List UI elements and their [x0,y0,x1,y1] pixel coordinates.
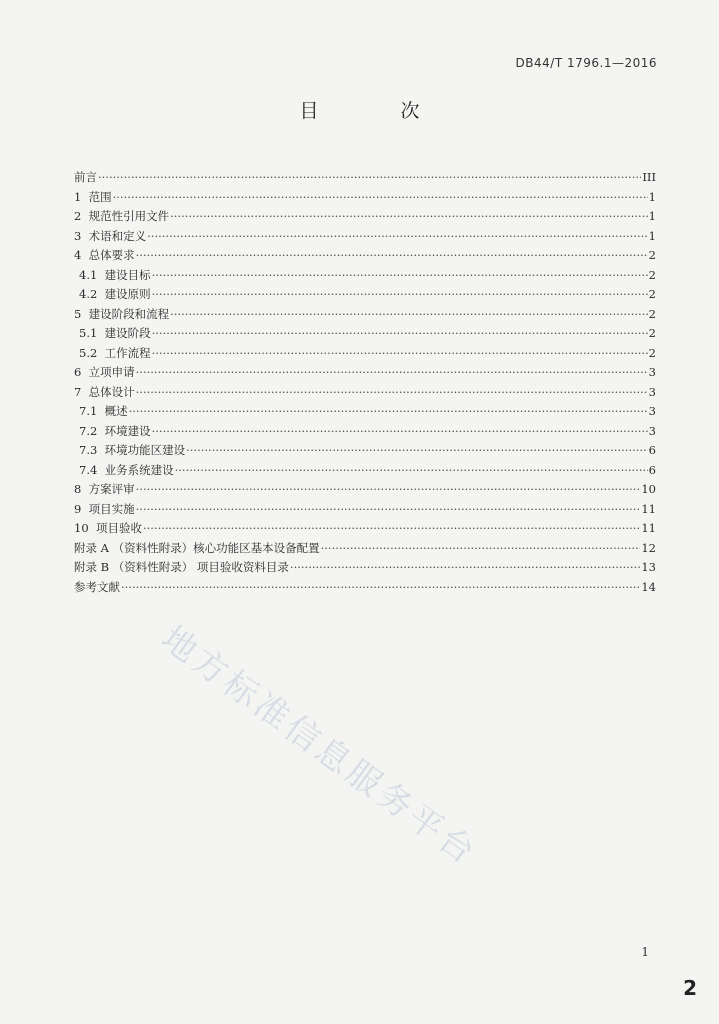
toc-entry-label: 附录 A （资料性附录）核心功能区基本设备配置 [74,540,320,555]
toc-leader-dots [290,558,640,578]
toc-entry-page: 3 [648,365,656,379]
toc-entry-page: 2 [648,345,656,360]
toc-entry-label: 2 规范性引用文件 [74,209,170,223]
toc-entry-page: 10 [641,482,656,496]
toc-entry[interactable] [74,168,656,188]
table-of-contents [74,168,656,597]
toc-entry-label: 参考文献 [74,579,120,594]
toc-entry-label: 9 项目实施 [74,501,135,516]
toc-entry[interactable] [74,422,656,442]
toc-leader-dots [152,285,648,305]
toc-entry-label: 7.3 环境功能区建设 [79,443,186,457]
toc-entry-label: 前言 [74,170,97,184]
toc-leader-dots [170,305,648,325]
toc-entry-page: 2 [648,287,656,301]
toc-leader-dots [152,324,648,344]
toc-entry[interactable] [74,305,656,325]
toc-entry-page: 11 [641,501,656,516]
toc-entry-page: 1 [648,228,656,243]
toc-entry[interactable] [74,519,656,539]
toc-entry[interactable] [74,227,656,247]
toc-entry[interactable] [74,558,656,578]
toc-leader-dots [175,461,648,481]
toc-entry-page: 2 [648,326,656,340]
toc-leader-dots [147,227,648,247]
toc-leader-dots [152,422,648,442]
toc-entry[interactable] [74,539,656,559]
toc-entry[interactable] [74,480,656,500]
toc-leader-dots [170,207,648,227]
toc-entry-page: 1 [648,189,656,204]
toc-leader-dots [113,188,648,208]
toc-entry-label: 10 项目验收 [74,521,142,535]
toc-entry-page: 11 [641,521,656,535]
toc-leader-dots [152,266,648,286]
toc-entry-page: 3 [648,404,656,418]
toc-entry-page: 12 [641,540,656,555]
toc-leader-dots [152,344,648,364]
scan-page-number: 2 [683,976,697,1000]
toc-entry-label: 4.2 建设原则 [79,287,151,301]
toc-entry-label: 7.4 业务系统建设 [79,462,174,477]
toc-entry-label: 3 术语和定义 [74,228,147,243]
watermark: 地方标准信息服务平台 [153,618,485,875]
toc-entry-label: 5.2 工作流程 [79,345,151,360]
toc-entry[interactable] [74,324,656,344]
toc-entry[interactable] [74,578,656,598]
toc-entry[interactable] [74,461,656,481]
toc-leader-dots [321,539,641,559]
toc-entry-page: 2 [648,306,656,321]
toc-leader-dots [136,480,641,500]
toc-entry-page: 2 [648,248,656,262]
toc-entry[interactable] [74,207,656,227]
toc-entry-page: III [642,170,656,184]
toc-entry-page: 2 [648,267,656,282]
toc-entry-label: 1 范围 [74,189,112,204]
toc-entry[interactable] [74,188,656,208]
toc-entry[interactable] [74,246,656,266]
toc-leader-dots [129,402,648,422]
toc-entry-page: 6 [648,443,656,457]
toc-entry-page: 1 [648,209,656,223]
toc-entry-label: 4.1 建设目标 [79,267,151,282]
toc-leader-dots [98,168,641,188]
toc-entry[interactable] [74,383,656,403]
toc-leader-dots [143,519,640,539]
toc-entry[interactable] [74,285,656,305]
toc-entry-label: 5.1 建设阶段 [79,326,151,340]
toc-entry-label: 7 总体设计 [74,384,135,399]
toc-entry-label: 6 立项申请 [74,365,135,379]
toc-entry[interactable] [74,363,656,383]
toc-entry-label: 附录 B （资料性附录） 项目验收资料目录 [74,560,289,574]
toc-entry-label: 8 方案评审 [74,482,135,496]
page-number: 1 [641,945,649,959]
toc-entry[interactable] [74,266,656,286]
toc-entry-page: 3 [648,423,656,438]
toc-entry-label: 7.2 环境建设 [79,423,151,438]
toc-entry-label: 7.1 概述 [79,404,128,418]
toc-leader-dots [136,246,648,266]
toc-leader-dots [121,578,640,598]
toc-entry-page: 6 [648,462,656,477]
document-code: DB44/T 1796.1—2016 [515,56,657,70]
toc-entry-page: 13 [641,560,656,574]
toc-entry-label: 4 总体要求 [74,248,135,262]
toc-leader-dots [136,500,641,520]
toc-entry[interactable] [74,441,656,461]
toc-leader-dots [136,383,648,403]
toc-leader-dots [186,441,648,461]
toc-entry-page: 3 [648,384,656,399]
toc-entry-label: 5 建设阶段和流程 [74,306,170,321]
toc-entry[interactable] [74,402,656,422]
toc-leader-dots [136,363,648,383]
toc-entry-page: 14 [641,579,656,594]
page-title: 目 次 [299,100,458,122]
toc-entry[interactable] [74,344,656,364]
toc-entry[interactable] [74,500,656,520]
